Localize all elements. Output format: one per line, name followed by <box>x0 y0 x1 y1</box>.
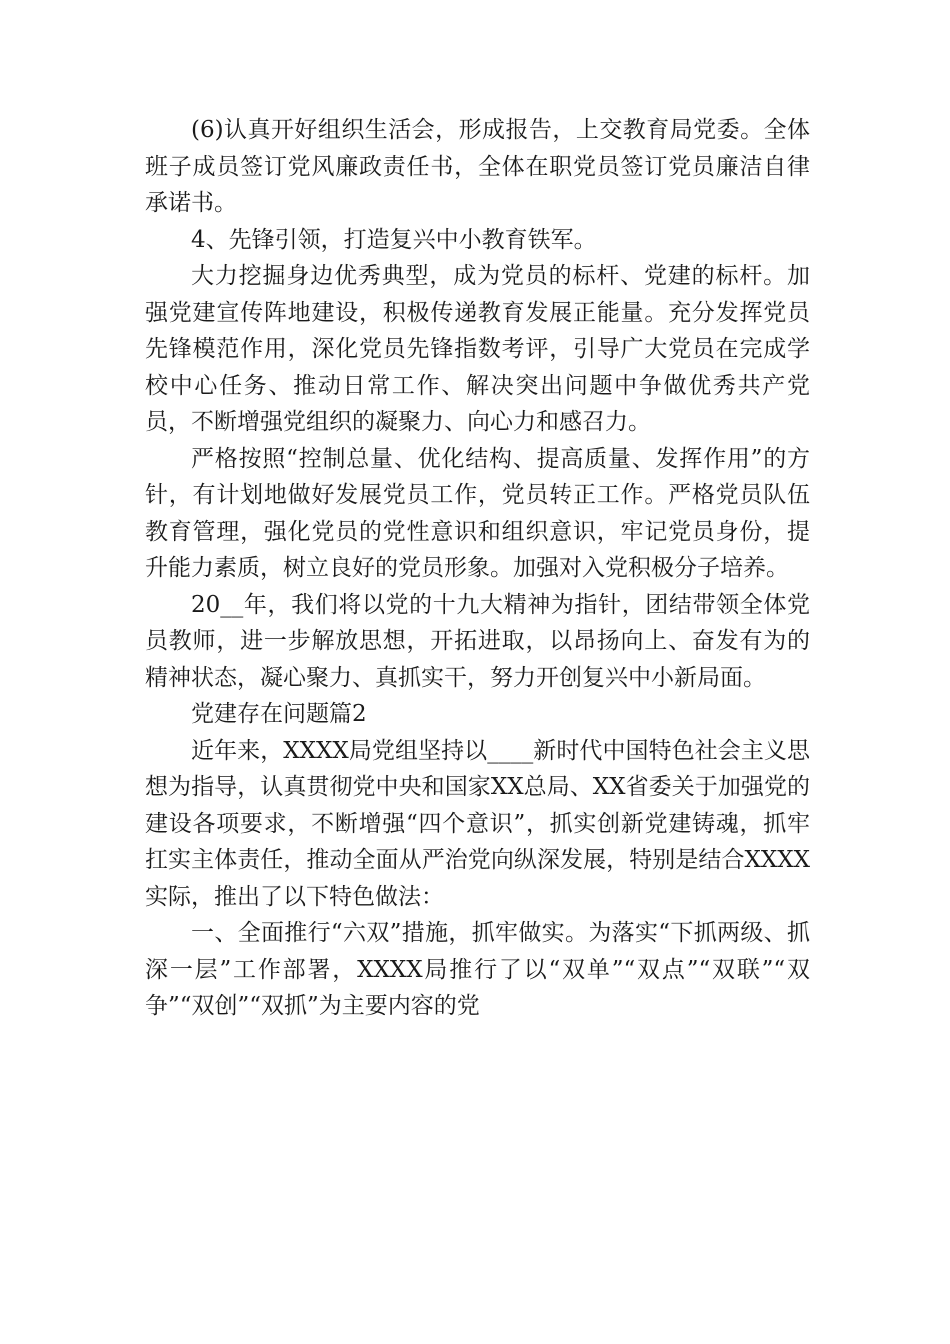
paragraph-bureau-overview: 近年来，XXXX局党组坚持以____新时代中国特色社会主义思想为指导，认真贯彻党中央和国家XX总局、XX省委关于加强党的建设各项要求，不断增强“四个意识”，抓实创新党建铸魂，抓牢扛实主体责任，推动全面从严治党向纵深发展，特别是结合XXXX实际，推出了以下特色做法： <box>145 737 810 910</box>
section-title-part-2: 党建存在问题篇2 <box>191 701 367 727</box>
document-body <box>145 112 810 1025</box>
paragraph-year-plan: 20__年，我们将以党的十九大精神为指针，团结带领全体党员教师，进一步解放思想，开拓进取，以昂扬向上、奋发有为的精神状态，凝心聚力、真抓实干，努力开创复兴中小新局面。 <box>145 591 810 691</box>
paragraph-member-development: 严格按照“控制总量、优化结构、提高质量、发挥作用”的方针，有计划地做好发展党员工作，党员转正工作。严格党员队伍教育管理，强化党员的党性意识和组织意识，牢记党员身份，提升能力素质，树立良好的党员形象。加强对入党积极分子培养。 <box>145 445 810 581</box>
paragraph-six-doubles: 一、全面推行“六双”措施，抓牢做实。为落实“下抓两级、抓深一层”工作部署，XXXX局推行了以“双单”“双点”“双联”“双争”“双创”“双抓”为主要内容的党 <box>145 920 810 1019</box>
paragraph-role-models: 大力挖掘身边优秀典型，成为党员的标杆、党建的标杆。加强党建宣传阵地建设，积极传递教育发展正能量。充分发挥党员先锋模范作用，深化党员先锋指数考评，引导广大党员在完成学校中心任务、推动日常工作、解决突出问题中争做优秀共产党员，不断增强党组织的凝聚力、向心力和感召力。 <box>145 263 810 435</box>
paragraph-org-life-meeting: (6)认真开好组织生活会，形成报告，上交教育局党委。全体班子成员签订党风廉政责任书，全体在职党员签订党员廉洁自律承诺书。 <box>145 117 810 216</box>
paragraph-heading-vanguard: 4、先锋引领，打造复兴中小教育铁军。 <box>191 226 597 253</box>
